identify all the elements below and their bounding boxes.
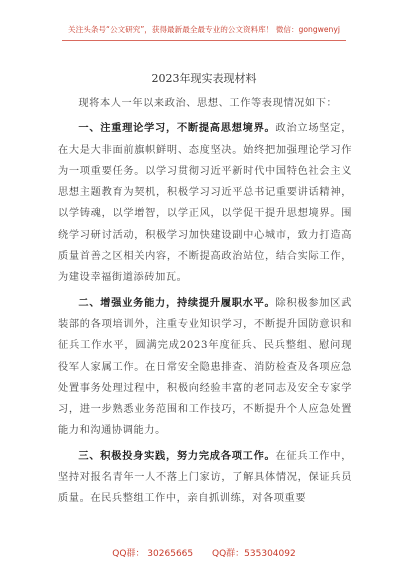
- section-2-body: 除积极参加区武装部的各项培训外，注重专业知识学习，不断提升国防意识和征兵工作水平，圆满完成2023年度征兵、民兵整组、慰问现役军人家属工作。在日常安全隐患排查、消防检查及各项应急处置事务处理过程中，积极向经验丰富的老同志及安全专家学习，进一步熟悉业务范围和工作技巧，不断提升个人应急处置能力和沟通协调能力。: [58, 297, 352, 437]
- footer-qq-group-2: QQ群：535304092: [212, 549, 296, 559]
- section-1-heading: 一、注重理论学习，不断提高思想境界。: [78, 122, 276, 135]
- footer-contact: [0, 546, 408, 559]
- section-2: [58, 293, 352, 442]
- section-2-heading: 二、增强业务能力，持续提升履职水平。: [78, 296, 276, 309]
- document-title: 2023年现实表现材料: [151, 72, 257, 85]
- section-3-heading: 三、积极投身实践，努力完成各项工作。: [78, 449, 276, 462]
- footer-qq-group-1: QQ群： 30265665: [112, 549, 194, 559]
- header-divider: [62, 40, 346, 41]
- section-3-body: 在征兵工作中，坚持对报名青年一人不落上门家访，了解具体情况，保证兵员质量。在民兵整组工作中，亲自抓训练，对各项重要: [58, 450, 352, 505]
- document-body: [58, 93, 352, 510]
- section-1-body: 政治立场坚定，在大是大非面前旗帜鲜明、态度坚决。始终把加强理论学习作为一项重要任务。以学习贯彻习近平新时代中国特色社会主义思想主题教育为契机，积极学习习近平总书记重要讲话精神，以学铸魂，以学增智，以学正风，以学促干提升思想境界。围绕学习研讨活动，积极学习加快建设副中心城市，致力打造高质量首善之区相关内容，不断提高政治站位，结合实际工作，为建设幸福街道添砖加瓦。: [58, 123, 352, 284]
- section-1: [58, 118, 352, 288]
- header-banner: 关注头条号“公文研究”，获得最新最全最专业的公文资料库！ 微信：gongwenyj: [68, 25, 340, 34]
- section-3: [58, 446, 352, 510]
- intro-paragraph: 现将本人一年以来政治、思想、工作等表现情况如下：: [78, 98, 338, 109]
